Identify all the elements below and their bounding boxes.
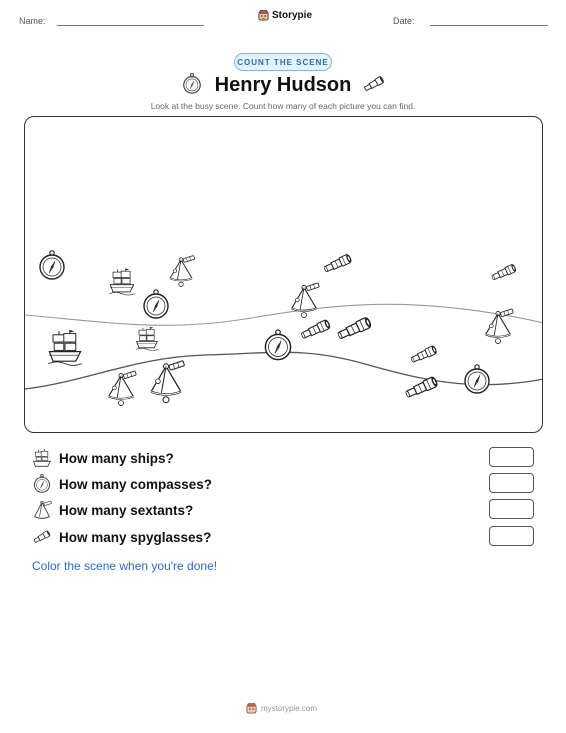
question-ships	[32, 447, 536, 469]
question-spyglasses	[32, 526, 536, 548]
scene-sextant-icon	[486, 309, 514, 344]
scene-sextant-icon	[109, 371, 137, 406]
scene-sextant-icon	[151, 361, 185, 403]
question-text: How many ships?	[59, 450, 174, 466]
scene-spyglass-icon	[410, 345, 438, 364]
answer-box-compasses[interactable]	[489, 473, 534, 493]
scene-spyglass-icon	[300, 319, 331, 340]
question-compasses	[32, 473, 536, 495]
scene-compass-icon	[265, 330, 290, 360]
color-instruction: Color the scene when you're done!	[32, 559, 218, 573]
question-sextants	[32, 499, 536, 521]
instructions: Look at the busy scene. Count how many of each picture you can find.	[150, 101, 416, 111]
count-the-scene-badge: COUNT THE SCENE	[234, 53, 332, 71]
answer-box-ships[interactable]	[489, 447, 534, 467]
question-text: How many spyglasses?	[59, 529, 212, 545]
answer-box-spyglasses[interactable]	[489, 526, 534, 546]
storypie-mascot-icon	[258, 10, 269, 21]
ship-icon	[32, 448, 52, 468]
name-label: Name:	[19, 16, 46, 26]
scene-spyglass-icon	[337, 316, 373, 341]
scene-compass-icon	[465, 365, 489, 393]
scene-ship-icon	[109, 269, 134, 296]
compass-icon	[32, 474, 52, 494]
scene-compass-icon	[144, 290, 168, 318]
question-text: How many sextants?	[59, 502, 194, 518]
sextant-icon	[32, 500, 52, 520]
far-wave-line	[25, 304, 543, 325]
scene-spyglass-icon	[404, 376, 438, 399]
footer-url: mystorypie.com	[261, 704, 318, 713]
spyglass-icon	[362, 74, 386, 94]
storypie-mascot-icon	[246, 703, 257, 714]
date-line[interactable]	[430, 25, 548, 26]
question-text: How many compasses?	[59, 476, 213, 492]
busy-scene	[24, 116, 543, 433]
name-line[interactable]	[57, 25, 204, 26]
answer-box-sextants[interactable]	[489, 499, 534, 519]
scene-ship-icon	[48, 330, 82, 365]
date-label: Date:	[393, 16, 415, 26]
page-title: Henry Hudson	[214, 74, 352, 96]
spyglass-icon	[32, 527, 52, 547]
scene-ship-icon	[136, 327, 158, 351]
scene-sextant-icon	[292, 283, 320, 318]
scene-spyglass-icon	[323, 254, 352, 274]
footer	[246, 703, 317, 714]
scene-sextant-icon	[170, 255, 195, 286]
brand-name: Storypie	[272, 10, 313, 21]
brand-logo	[258, 10, 312, 21]
scene-compass-icon	[40, 251, 64, 279]
scene-drawing	[25, 117, 543, 433]
scene-spyglass-icon	[491, 264, 517, 282]
